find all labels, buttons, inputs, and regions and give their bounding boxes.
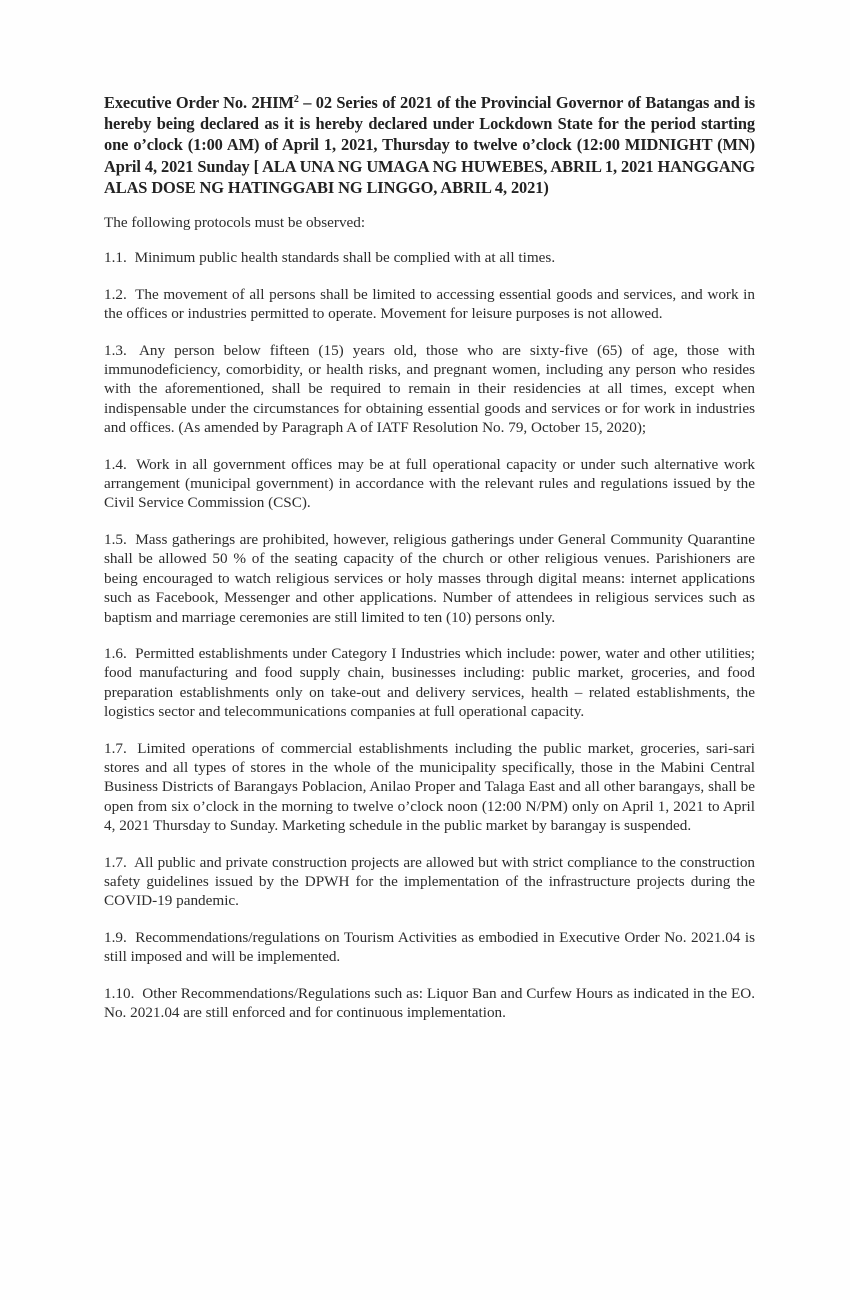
protocol-text: Recommendations/regulations on Tourism Activities as embodied in Executive Order No. 2021.04 is still imposed and will be implemented.	[104, 928, 755, 966]
document-body	[104, 92, 755, 1039]
protocol-item	[104, 530, 755, 627]
protocol-number: 1.9.	[104, 928, 127, 946]
protocol-number: 1.10.	[104, 984, 135, 1002]
protocol-text: Permitted establishments under Category I Industries which include: power, water and other utilities; food manufacturing and food supply chain, businesses including: public market, groceries, and food preparation establishments only on take-out and delivery services, health – related establishments, the logistics sector and telecommunications companies at full operational capacity.	[104, 644, 756, 721]
protocol-text: Minimum public health standards shall be complied with at all times.	[134, 249, 556, 267]
protocol-number: 1.7.	[104, 853, 127, 871]
protocol-number: 1.5.	[104, 530, 127, 548]
protocol-text: Limited operations of commercial establishments including the public market, groceries, sari-sari stores and all types of stores in the whole of the municipality specifically, those in the Mabini Central Business Districts of Barangays Poblacion, Anilao Proper and Talaga East and all other barangays, shall be open from six o’clock in the morning to twelve o’clock noon (12:00 N/PM) only on April 1, 2021 to April 4, 2021 Thursday to Sunday. Marketing schedule in the public market by barangay is suspended.	[104, 739, 756, 835]
protocol-number: 1.2.	[104, 285, 127, 303]
protocol-text: Work in all government offices may be at full operational capacity or under such alternative work arrangement (municipal government) in accordance with the relevant rules and regulations issued by the Civil Service Commission (CSC).	[104, 455, 755, 512]
protocol-text: The movement of all persons shall be limited to accessing essential goods and services, and work in the offices or industries permitted to operate. Movement for leisure purposes is not allowed.	[104, 285, 755, 323]
protocol-text: Other Recommendations/Regulations such as: Liquor Ban and Curfew Hours as indicated in the EO. No. 2021.04 are still enforced and for continuous implementation.	[104, 984, 755, 1022]
protocol-item	[104, 341, 755, 438]
protocol-item	[104, 984, 755, 1023]
protocol-text: Any person below fifteen (15) years old, those who are sixty-five (65) of age, those with immunodeficiency, comorbidity, or health risks, and pregnant women, including any person who resides with the aforementioned, shall be required to remain in their residencies at all times, except when indispensable under the circumstances for obtaining essential goods and services or for work in industries and offices. (As amended by Paragraph A of IATF Resolution No. 79, October 15, 2020);	[104, 341, 755, 437]
protocol-number: 1.6.	[104, 644, 127, 662]
protocol-item	[104, 455, 755, 513]
protocol-item	[104, 928, 755, 967]
protocol-number: 1.1.	[104, 249, 127, 267]
protocol-item	[104, 739, 755, 836]
title-suffix: – 02 Series of 2021 of the Provincial Governor of Batangas and is hereby being declared as it is hereby declared under Lockdown State for the period starting one o’clock (1:00 AM) of April 1, 2021, Thursday to twelve o’clock (12:00 MIDNIGHT (MN) April 4, 2021 Sunday [ ALA UNA NG UMAGA NG HUWEBES, ABRIL 1, 2021 HANGGANG ALAS DOSE NG HATINGGABI NG LINGGO, ABRIL 4, 2021)	[104, 93, 755, 197]
protocol-item	[104, 248, 755, 267]
protocol-item	[104, 853, 755, 911]
protocol-item	[104, 644, 755, 722]
protocol-item	[104, 285, 755, 324]
protocol-text: All public and private construction projects are allowed but with strict compliance to the construction safety guidelines issued by the DPWH for the implementation of the infrastructure projects during the COVID-19 pandemic.	[104, 853, 756, 910]
protocol-text: Mass gatherings are prohibited, however, religious gatherings under General Community Quarantine shall be allowed 50 % of the seating capacity of the church or other religious venues. Parishioners are being encouraged to watch religious services or holy masses through digital means: internet applications such as Facebook, Messenger and other applications. Number of attendees in religious services such as baptism and marriage ceremonies are still limited to ten (10) persons only.	[104, 530, 756, 626]
protocol-number: 1.7.	[104, 739, 127, 757]
protocol-number: 1.4.	[104, 455, 127, 473]
intro-text: The following protocols must be observed:	[104, 214, 366, 232]
title-prefix: Executive Order No. 2HIM	[104, 93, 294, 112]
title-superscript: 2	[293, 94, 299, 105]
protocol-number: 1.3.	[104, 341, 127, 359]
document-title	[104, 92, 755, 198]
